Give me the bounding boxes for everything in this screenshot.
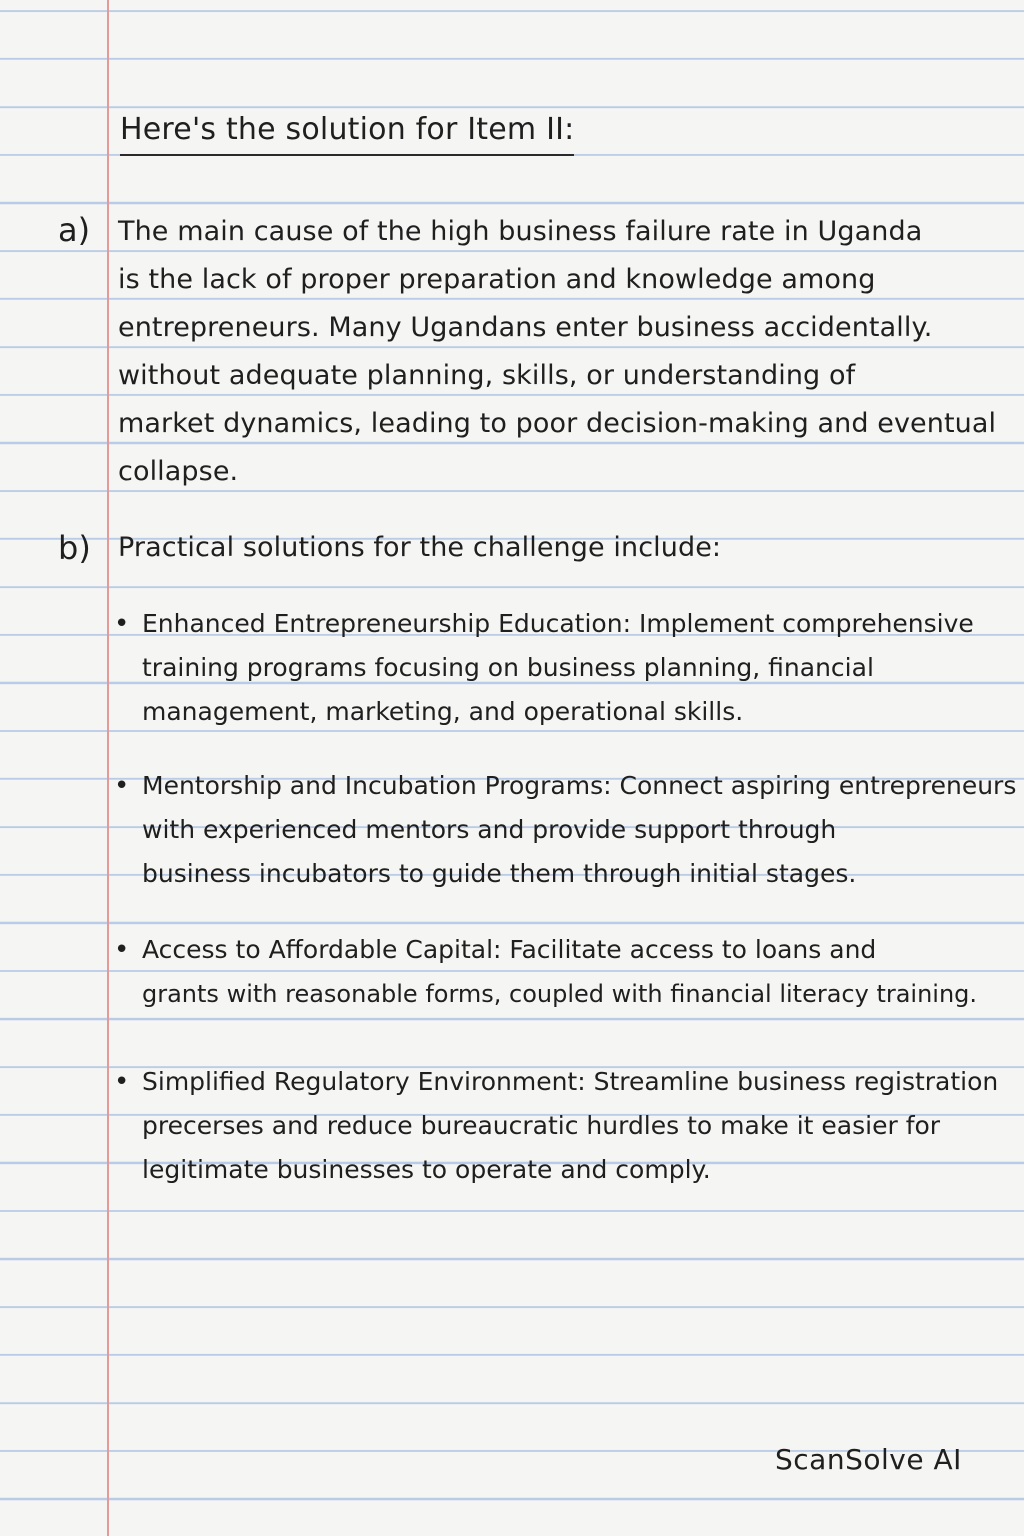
bullet-body	[142, 1060, 999, 1192]
bullet-line: training programs focusing on business planning, financial	[142, 653, 874, 682]
part-a-line: collapse.	[118, 456, 239, 487]
bullet-line	[142, 928, 992, 972]
bullet-text: Connect aspiring entrepreneurs	[611, 771, 1017, 800]
bullet-dot-icon: •	[114, 771, 130, 801]
bullet-text: Streamline business registration	[585, 1067, 999, 1096]
part-a-line: is the lack of proper preparation and knowledge among	[118, 264, 876, 295]
bullet-line	[142, 602, 992, 646]
bullet-title: Mentorship and Incubation Programs:	[142, 771, 612, 800]
part-a-line: entrepreneurs. Many Ugandans enter business accidentally.	[118, 312, 933, 343]
brand-signature: ScanSolve AI	[775, 1443, 962, 1476]
part-a-paragraph	[118, 208, 998, 496]
bullet-line: grants with reasonable forms, coupled with financial literacy training.	[142, 980, 978, 1008]
bullet-text: Facilitate access to loans and	[501, 935, 877, 964]
bullet-dot-icon: •	[114, 609, 130, 639]
bullet-dot-icon: •	[114, 935, 130, 965]
bullet-line	[142, 1060, 999, 1104]
bullet-title: Access to Affordable Capital:	[142, 935, 502, 964]
part-a-line: The main cause of the high business failure rate in Uganda	[118, 216, 923, 247]
bullet-line: business incubators to guide them through initial stages.	[142, 859, 857, 888]
bullet-line: legitimate businesses to operate and comply.	[142, 1155, 711, 1184]
bullet-title: Enhanced Entrepreneurship Education:	[142, 609, 631, 638]
bullet-body	[142, 602, 992, 734]
bullet-line	[142, 764, 1017, 808]
part-b-intro	[118, 524, 998, 572]
bullet-text: Implement comprehensive	[631, 609, 974, 638]
bullet-body	[142, 764, 1017, 896]
margin-line	[107, 0, 109, 1536]
bullet-dot-icon: •	[114, 1067, 130, 1097]
bullet-line: with experienced mentors and provide support through	[142, 815, 837, 844]
bullet-title: Simplified Regulatory Environment:	[142, 1067, 586, 1096]
page-heading: Here's the solution for Item II:	[120, 110, 574, 156]
bullet-body	[142, 928, 992, 1016]
bullet-line: precerses and reduce bureaucratic hurdles to make it easier for	[142, 1111, 941, 1140]
part-a-line: market dynamics, leading to poor decision-making and eventual	[118, 408, 997, 439]
part-b-intro-text: Practical solutions for the challenge include:	[118, 532, 722, 563]
bullet-line: management, marketing, and operational skills.	[142, 697, 744, 726]
part-b-marker: b)	[58, 529, 91, 567]
part-a-line: without adequate planning, skills, or understanding of	[118, 360, 856, 391]
part-a-marker: a)	[58, 211, 91, 249]
